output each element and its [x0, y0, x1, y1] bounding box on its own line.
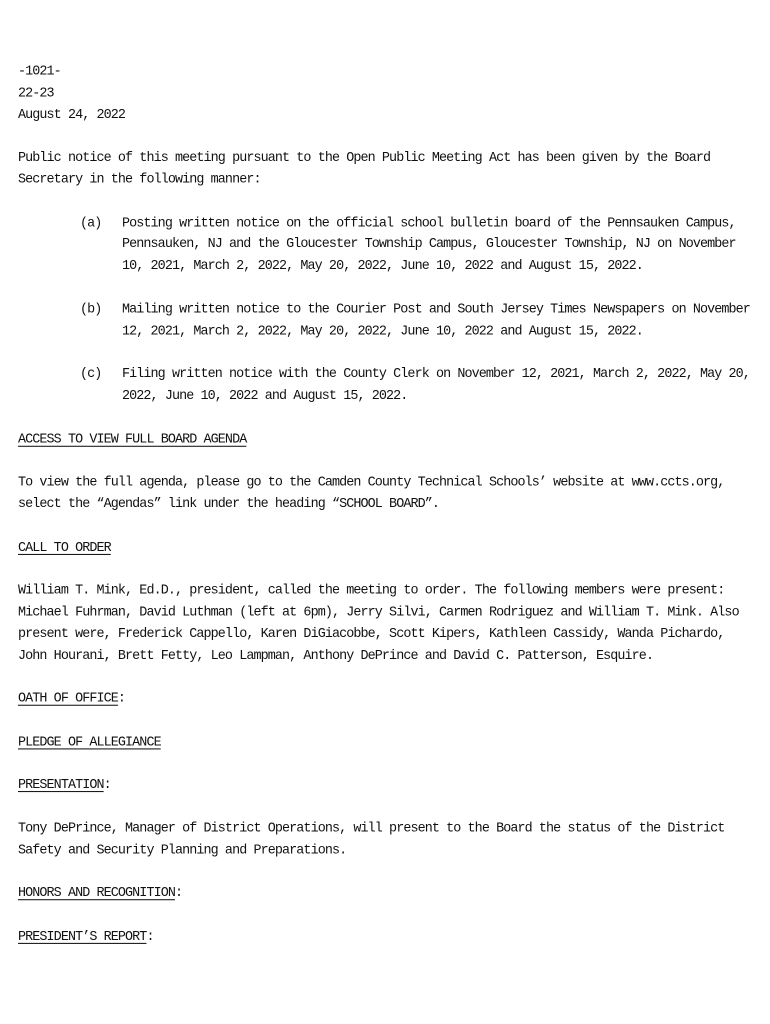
meeting-date: August 24, 2022: [18, 107, 126, 123]
notice-item-c: [18, 365, 758, 408]
notice-item-b: [18, 300, 758, 343]
pledge-heading: PLEDGE OF ALLEGIANCE: [18, 734, 161, 751]
notice-item-a: [18, 213, 758, 278]
document-code: 22-23: [18, 85, 54, 102]
notice-text: Posting written notice on the official school bulletin board of the Pennsauken Campus, Pennsauken, NJ and the Gloucester Township Campus, Gloucester Township, NJ on November 10, 2021, March 2, 2022, May 20, 2022, June 10, 2022 and August 15, 2022.: [122, 215, 736, 275]
access-heading: ACCESS TO VIEW FULL BOARD AGENDA: [18, 431, 247, 448]
presidents-report-heading: PRESIDENT’S REPORT:: [18, 929, 154, 945]
document-page: [18, 62, 758, 949]
notice-marker: (c): [80, 366, 102, 383]
presentation-body: Tony DePrince, Manager of District Operations, will present to the Board the status of the District Safety and Security Planning and Preparations.: [18, 821, 725, 859]
call-to-order-heading: CALL TO ORDER: [18, 539, 111, 556]
oath-heading: OATH OF OFFICE:: [18, 691, 126, 707]
presentation-heading: PRESENTATION:: [18, 777, 111, 794]
notice-marker: (b): [80, 301, 102, 318]
call-to-order-body: William T. Mink, Ed.D., president, called the meeting to order. The following members were present: Michael Fuhrman, David Luthman (left at 6pm), Jerry Silvi, Carmen Rodriguez and William T. Mink. Also present were, Frederick Cappello, Karen DiGiacobbe, Scott Kipers, Kathleen Cassidy, Wanda Pichardo, John Hourani, Brett Fetty, Leo Lampman, Anthony DePrince and David C. Patterson, Esquire.: [18, 583, 739, 664]
notice-text: Filing written notice with the County Clerk on November 12, 2021, March 2, 2022, May 20, 2022, June 10, 2022 and August 15, 2022.: [122, 366, 750, 405]
page-number: -1021-: [18, 64, 61, 80]
notice-text: Mailing written notice to the Courier Post and South Jersey Times Newspapers on November 12, 2021, March 2, 2022, May 20, 2022, June 10, 2022 and August 15, 2022.: [122, 301, 750, 340]
public-notice-intro: Public notice of this meeting pursuant to the Open Public Meeting Act has been given by the Board Secretary in the following manner:: [18, 150, 711, 188]
access-body: To view the full agenda, please go to the Camden County Technical Schools’ website at www.ccts.org, select the “Agendas” link under the heading “SCHOOL BOARD”.: [18, 475, 725, 513]
honors-heading: HONORS AND RECOGNITION:: [18, 885, 183, 902]
notice-marker: (a): [80, 215, 102, 232]
